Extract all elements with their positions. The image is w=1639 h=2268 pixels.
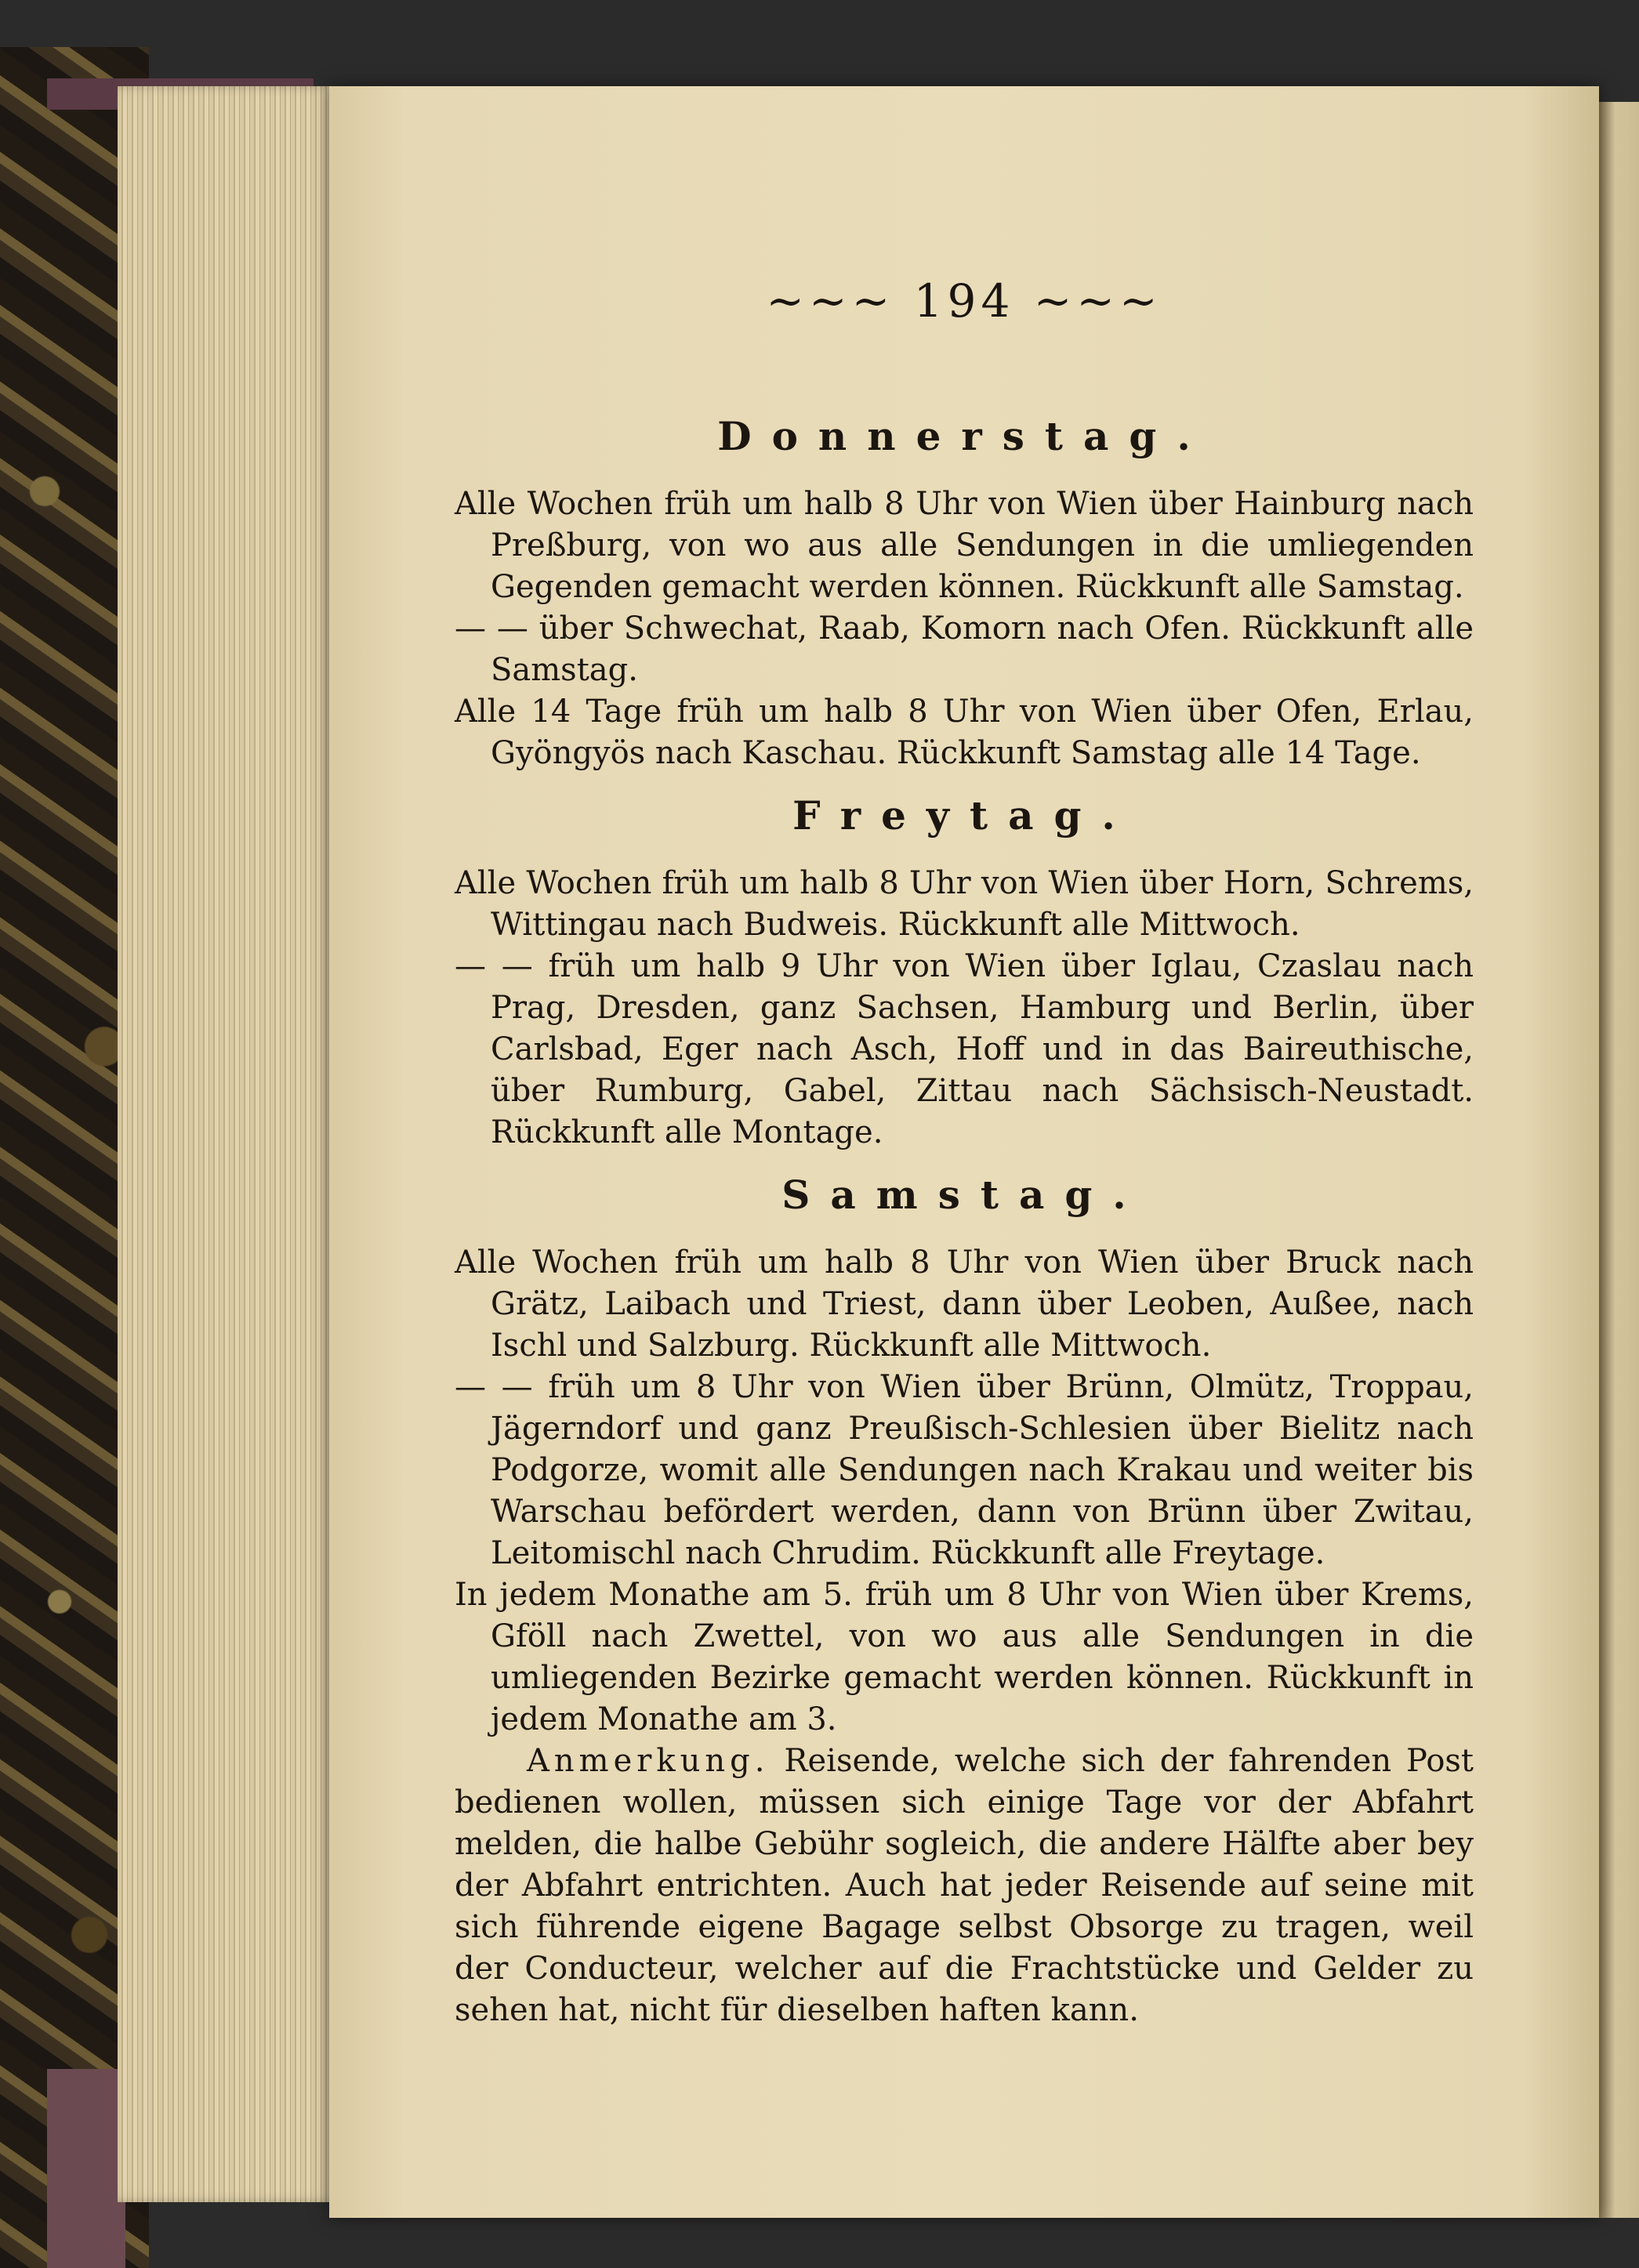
book-page (329, 86, 1599, 2218)
header-ornament-left: ~~~ (766, 274, 895, 328)
next-page-edge (1599, 102, 1639, 2218)
day-heading: Samstag. (781, 1172, 1147, 1218)
note-paragraph (455, 1741, 1474, 2031)
cover-spine-bottom (47, 2069, 125, 2268)
note-text: Reisende, welche sich der fahrenden Post bedienen wollen, müssen sich einige Tage vor der Abfahrt melden, die halbe Gebühr sogleich, die andere Hälfte aber bey der Abfahrt entrichten. Auch hat jeder Reisende auf seine mit sich führende eigene Bagage selbst Obsorge zu tragen, weil der Conducteur, welcher auf die Frachtstücke und Gelder zu sehen hat, nicht für dieselben haften kann. (455, 1743, 1474, 2028)
schedule-entry: Alle Wochen früh um halb 8 Uhr von Wien über Bruck nach Grätz, Laibach und Triest, dann über Leoben, Außee, nach Ischl und Salzburg. Rückkunft alle Mittwoch. (455, 1245, 1474, 1364)
schedule-entry: In jedem Monathe am 5. früh um 8 Uhr von Wien über Krems, Gföll nach Zwettel, von wo aus alle Sendungen in die umliegenden Bezirke gemacht werden können. Rückkunft in jedem Monathe am 3. (455, 1577, 1474, 1737)
day-heading: Donnerstag. (717, 413, 1211, 459)
page-number: 194 (913, 274, 1015, 328)
schedule-entry: Alle Wochen früh um halb 8 Uhr von Wien über Horn, Schrems, Wittingau nach Budweis. Rückkunft alle Mittwoch. (455, 865, 1474, 943)
note-label: Anmerkung. (527, 1743, 770, 1779)
schedule-entry: — — über Schwechat, Raab, Komorn nach Ofen. Rückkunft alle Samstag. (455, 610, 1474, 688)
day-heading: Freytag. (792, 792, 1136, 839)
schedule-entry: — — früh um 8 Uhr von Wien über Brünn, Olmütz, Troppau, Jägerndorf und ganz Preußisch-Schlesien über Bielitz nach Podgorze, womit alle Sendungen nach Krakau und weiter bis Warschau befördert werden, dann von Brünn über Zwitau, Leitomischl nach Chrudim. Rückkunft alle Freytage. (455, 1369, 1474, 1571)
header-ornament-right: ~~~ (1033, 274, 1162, 328)
page-edges (118, 86, 337, 2202)
page-content (455, 415, 1474, 2031)
schedule-entry: Alle 14 Tage früh um halb 8 Uhr von Wien über Ofen, Erlau, Gyöngyös nach Kaschau. Rückkunft Samstag alle 14 Tage. (455, 694, 1474, 771)
schedule-entry: Alle Wochen früh um halb 8 Uhr von Wien über Hainburg nach Preßburg, von wo aus alle Sendungen in die umliegenden Gegenden gemacht werden können. Rückkunft alle Samstag. (455, 486, 1474, 605)
schedule-entry: — — früh um halb 9 Uhr von Wien über Iglau, Czaslau nach Prag, Dresden, ganz Sachsen, Hamburg und Berlin, über Carlsbad, Eger nach Asch, Hoff und in das Baireuthische, über Rumburg, Gabel, Zittau nach Sächsisch-Neustadt. Rückkunft alle Montage. (455, 948, 1474, 1150)
page-header (329, 274, 1599, 328)
